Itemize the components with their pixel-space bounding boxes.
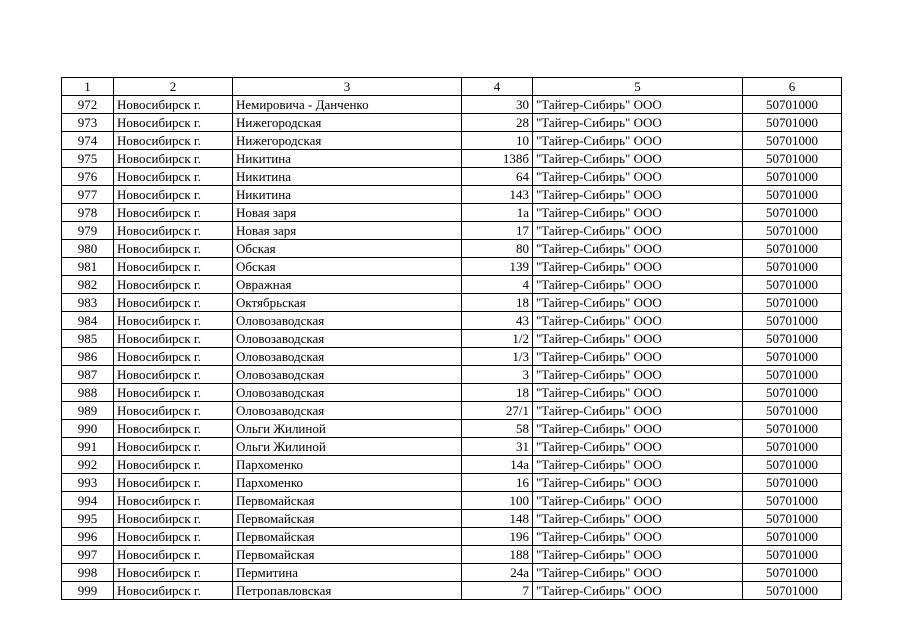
code-cell: 50701000 [743, 456, 842, 474]
house-cell: 43 [462, 312, 533, 330]
code-cell: 50701000 [743, 474, 842, 492]
code-cell: 50701000 [743, 402, 842, 420]
header-cell-2: 2 [114, 78, 233, 96]
header-cell-4: 4 [462, 78, 533, 96]
company-cell: "Тайгер-Сибирь" ООО [533, 168, 743, 186]
code-cell: 50701000 [743, 384, 842, 402]
table-row [62, 438, 842, 456]
company-cell: "Тайгер-Сибирь" ООО [533, 222, 743, 240]
company-cell: "Тайгер-Сибирь" ООО [533, 204, 743, 222]
table-body [62, 78, 842, 600]
street-cell: Пермитина [233, 564, 462, 582]
header-cell-1: 1 [62, 78, 114, 96]
row-number-cell: 975 [62, 150, 114, 168]
house-cell: 143 [462, 186, 533, 204]
city-cell: Новосибирск г. [114, 222, 233, 240]
company-cell: "Тайгер-Сибирь" ООО [533, 294, 743, 312]
header-row [62, 78, 842, 96]
city-cell: Новосибирск г. [114, 294, 233, 312]
city-cell: Новосибирск г. [114, 456, 233, 474]
row-number-cell: 980 [62, 240, 114, 258]
code-cell: 50701000 [743, 96, 842, 114]
house-cell: 27/1 [462, 402, 533, 420]
code-cell: 50701000 [743, 582, 842, 600]
table-row [62, 258, 842, 276]
company-cell: "Тайгер-Сибирь" ООО [533, 510, 743, 528]
street-cell: Оловозаводская [233, 402, 462, 420]
code-cell: 50701000 [743, 132, 842, 150]
table-row [62, 582, 842, 600]
city-cell: Новосибирск г. [114, 420, 233, 438]
header-cell-6: 6 [743, 78, 842, 96]
row-number-cell: 991 [62, 438, 114, 456]
table-row [62, 384, 842, 402]
code-cell: 50701000 [743, 222, 842, 240]
row-number-cell: 972 [62, 96, 114, 114]
house-cell: 17 [462, 222, 533, 240]
table-row [62, 420, 842, 438]
row-number-cell: 982 [62, 276, 114, 294]
company-cell: "Тайгер-Сибирь" ООО [533, 492, 743, 510]
row-number-cell: 998 [62, 564, 114, 582]
company-cell: "Тайгер-Сибирь" ООО [533, 366, 743, 384]
code-cell: 50701000 [743, 492, 842, 510]
company-cell: "Тайгер-Сибирь" ООО [533, 258, 743, 276]
table-row [62, 456, 842, 474]
house-cell: 139 [462, 258, 533, 276]
house-cell: 4 [462, 276, 533, 294]
table-row [62, 546, 842, 564]
house-cell: 18 [462, 384, 533, 402]
city-cell: Новосибирск г. [114, 438, 233, 456]
street-cell: Оловозаводская [233, 384, 462, 402]
code-cell: 50701000 [743, 276, 842, 294]
table-row [62, 312, 842, 330]
street-cell: Немировича - Данченко [233, 96, 462, 114]
table-row [62, 330, 842, 348]
street-cell: Нижегородская [233, 114, 462, 132]
table-row [62, 474, 842, 492]
code-cell: 50701000 [743, 564, 842, 582]
row-number-cell: 976 [62, 168, 114, 186]
row-number-cell: 987 [62, 366, 114, 384]
row-number-cell: 986 [62, 348, 114, 366]
row-number-cell: 979 [62, 222, 114, 240]
table-row [62, 510, 842, 528]
row-number-cell: 983 [62, 294, 114, 312]
row-number-cell: 996 [62, 528, 114, 546]
city-cell: Новосибирск г. [114, 564, 233, 582]
house-cell: 188 [462, 546, 533, 564]
city-cell: Новосибирск г. [114, 402, 233, 420]
company-cell: "Тайгер-Сибирь" ООО [533, 96, 743, 114]
house-cell: 148 [462, 510, 533, 528]
header-cell-5: 5 [533, 78, 743, 96]
code-cell: 50701000 [743, 240, 842, 258]
street-cell: Пархоменко [233, 456, 462, 474]
house-cell: 18 [462, 294, 533, 312]
company-cell: "Тайгер-Сибирь" ООО [533, 240, 743, 258]
row-number-cell: 985 [62, 330, 114, 348]
street-cell: Никитина [233, 150, 462, 168]
house-cell: 196 [462, 528, 533, 546]
company-cell: "Тайгер-Сибирь" ООО [533, 312, 743, 330]
house-cell: 1/2 [462, 330, 533, 348]
street-cell: Петропавловская [233, 582, 462, 600]
city-cell: Новосибирск г. [114, 204, 233, 222]
code-cell: 50701000 [743, 150, 842, 168]
company-cell: "Тайгер-Сибирь" ООО [533, 528, 743, 546]
house-cell: 30 [462, 96, 533, 114]
table-row [62, 186, 842, 204]
company-cell: "Тайгер-Сибирь" ООО [533, 330, 743, 348]
house-cell: 31 [462, 438, 533, 456]
company-cell: "Тайгер-Сибирь" ООО [533, 582, 743, 600]
street-cell: Пархоменко [233, 474, 462, 492]
city-cell: Новосибирск г. [114, 510, 233, 528]
row-number-cell: 977 [62, 186, 114, 204]
house-cell: 58 [462, 420, 533, 438]
row-number-cell: 978 [62, 204, 114, 222]
code-cell: 50701000 [743, 438, 842, 456]
city-cell: Новосибирск г. [114, 132, 233, 150]
street-cell: Нижегородская [233, 132, 462, 150]
city-cell: Новосибирск г. [114, 240, 233, 258]
code-cell: 50701000 [743, 258, 842, 276]
street-cell: Первомайская [233, 510, 462, 528]
city-cell: Новосибирск г. [114, 366, 233, 384]
city-cell: Новосибирск г. [114, 384, 233, 402]
city-cell: Новосибирск г. [114, 186, 233, 204]
code-cell: 50701000 [743, 186, 842, 204]
company-cell: "Тайгер-Сибирь" ООО [533, 456, 743, 474]
street-cell: Новая заря [233, 222, 462, 240]
city-cell: Новосибирск г. [114, 96, 233, 114]
table-row [62, 168, 842, 186]
city-cell: Новосибирск г. [114, 168, 233, 186]
house-cell: 24а [462, 564, 533, 582]
company-cell: "Тайгер-Сибирь" ООО [533, 150, 743, 168]
house-cell: 1/3 [462, 348, 533, 366]
code-cell: 50701000 [743, 348, 842, 366]
company-cell: "Тайгер-Сибирь" ООО [533, 132, 743, 150]
street-cell: Ольги Жилиной [233, 438, 462, 456]
company-cell: "Тайгер-Сибирь" ООО [533, 348, 743, 366]
address-table [61, 77, 842, 600]
code-cell: 50701000 [743, 528, 842, 546]
street-cell: Октябрьская [233, 294, 462, 312]
table-row [62, 528, 842, 546]
house-cell: 10 [462, 132, 533, 150]
table-row [62, 276, 842, 294]
house-cell: 1а [462, 204, 533, 222]
city-cell: Новосибирск г. [114, 258, 233, 276]
code-cell: 50701000 [743, 330, 842, 348]
code-cell: 50701000 [743, 168, 842, 186]
city-cell: Новосибирск г. [114, 150, 233, 168]
street-cell: Первомайская [233, 492, 462, 510]
street-cell: Обская [233, 258, 462, 276]
city-cell: Новосибирск г. [114, 546, 233, 564]
row-number-cell: 999 [62, 582, 114, 600]
house-cell: 64 [462, 168, 533, 186]
table-row [62, 222, 842, 240]
city-cell: Новосибирск г. [114, 330, 233, 348]
house-cell: 14а [462, 456, 533, 474]
code-cell: 50701000 [743, 204, 842, 222]
house-cell: 28 [462, 114, 533, 132]
row-number-cell: 984 [62, 312, 114, 330]
company-cell: "Тайгер-Сибирь" ООО [533, 474, 743, 492]
company-cell: "Тайгер-Сибирь" ООО [533, 564, 743, 582]
table-row [62, 366, 842, 384]
row-number-cell: 993 [62, 474, 114, 492]
company-cell: "Тайгер-Сибирь" ООО [533, 114, 743, 132]
row-number-cell: 973 [62, 114, 114, 132]
house-cell: 100 [462, 492, 533, 510]
table-row [62, 402, 842, 420]
house-cell: 16 [462, 474, 533, 492]
city-cell: Новосибирск г. [114, 312, 233, 330]
table-row [62, 294, 842, 312]
street-cell: Первомайская [233, 528, 462, 546]
house-cell: 80 [462, 240, 533, 258]
code-cell: 50701000 [743, 546, 842, 564]
street-cell: Первомайская [233, 546, 462, 564]
company-cell: "Тайгер-Сибирь" ООО [533, 546, 743, 564]
table-row [62, 132, 842, 150]
city-cell: Новосибирск г. [114, 528, 233, 546]
house-cell: 3 [462, 366, 533, 384]
row-number-cell: 974 [62, 132, 114, 150]
row-number-cell: 994 [62, 492, 114, 510]
street-cell: Оловозаводская [233, 348, 462, 366]
city-cell: Новосибирск г. [114, 276, 233, 294]
house-cell: 7 [462, 582, 533, 600]
row-number-cell: 981 [62, 258, 114, 276]
company-cell: "Тайгер-Сибирь" ООО [533, 186, 743, 204]
street-cell: Ольги Жилиной [233, 420, 462, 438]
company-cell: "Тайгер-Сибирь" ООО [533, 384, 743, 402]
table-row [62, 204, 842, 222]
code-cell: 50701000 [743, 420, 842, 438]
code-cell: 50701000 [743, 510, 842, 528]
street-cell: Никитина [233, 186, 462, 204]
table-row [62, 564, 842, 582]
row-number-cell: 990 [62, 420, 114, 438]
header-cell-3: 3 [233, 78, 462, 96]
city-cell: Новосибирск г. [114, 114, 233, 132]
row-number-cell: 988 [62, 384, 114, 402]
table-row [62, 348, 842, 366]
company-cell: "Тайгер-Сибирь" ООО [533, 420, 743, 438]
street-cell: Овражная [233, 276, 462, 294]
table-row [62, 492, 842, 510]
code-cell: 50701000 [743, 366, 842, 384]
city-cell: Новосибирск г. [114, 582, 233, 600]
code-cell: 50701000 [743, 312, 842, 330]
row-number-cell: 989 [62, 402, 114, 420]
street-cell: Оловозаводская [233, 330, 462, 348]
table-row [62, 96, 842, 114]
table-row [62, 240, 842, 258]
company-cell: "Тайгер-Сибирь" ООО [533, 276, 743, 294]
code-cell: 50701000 [743, 114, 842, 132]
street-cell: Обская [233, 240, 462, 258]
house-cell: 138б [462, 150, 533, 168]
street-cell: Новая заря [233, 204, 462, 222]
company-cell: "Тайгер-Сибирь" ООО [533, 402, 743, 420]
row-number-cell: 997 [62, 546, 114, 564]
street-cell: Оловозаводская [233, 312, 462, 330]
table-row [62, 114, 842, 132]
street-cell: Никитина [233, 168, 462, 186]
street-cell: Оловозаводская [233, 366, 462, 384]
company-cell: "Тайгер-Сибирь" ООО [533, 438, 743, 456]
row-number-cell: 992 [62, 456, 114, 474]
code-cell: 50701000 [743, 294, 842, 312]
city-cell: Новосибирск г. [114, 492, 233, 510]
row-number-cell: 995 [62, 510, 114, 528]
city-cell: Новосибирск г. [114, 474, 233, 492]
table-row [62, 150, 842, 168]
city-cell: Новосибирск г. [114, 348, 233, 366]
